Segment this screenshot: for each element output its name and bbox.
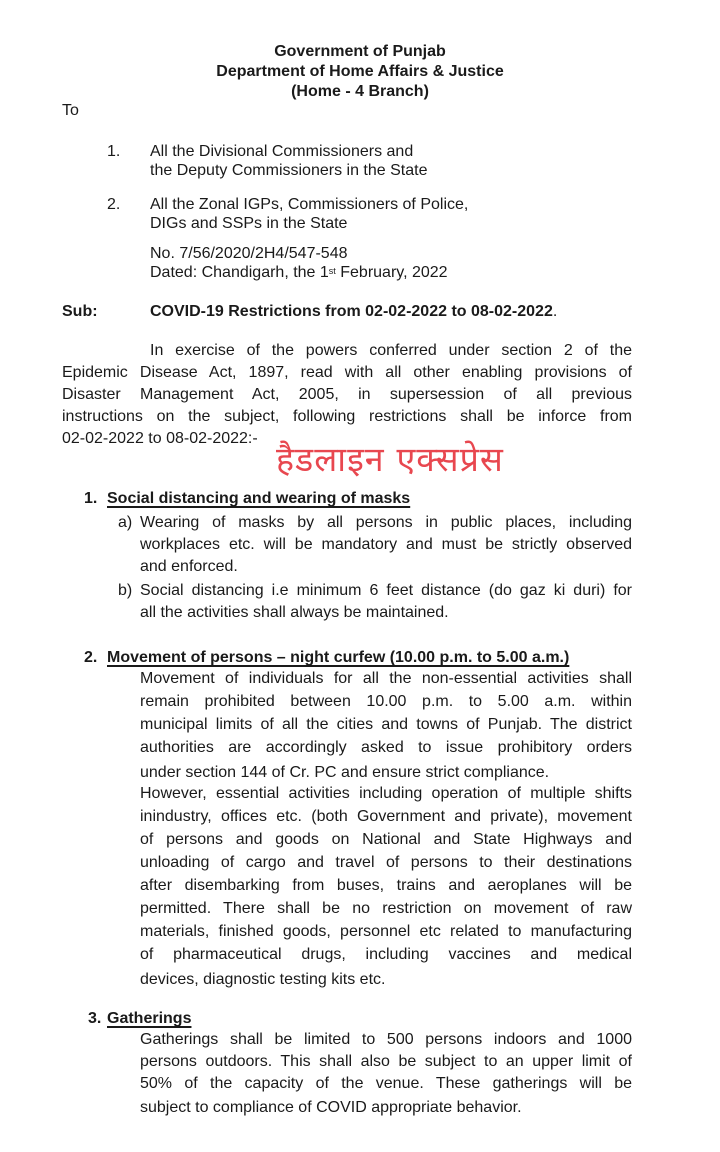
section-title-masks: Social distancing and wearing of masks [107, 490, 411, 507]
item-label: b) [118, 582, 133, 599]
intro-line: Epidemic Disease Act, 1897, read with all other enabling provisions of [62, 364, 632, 381]
body-line: devices, diagnostic testing kits etc. [140, 971, 386, 988]
body-line: persons outdoors. This shall also be subject to an upper limit of [140, 1053, 632, 1070]
section-title-curfew: Movement of persons – night curfew (10.00 p.m. to 5.00 a.m.) [107, 649, 570, 666]
reference-date [150, 262, 448, 284]
body-line: of pharmaceutical drugs, including vaccines and medical [140, 946, 632, 963]
subject-text: COVID-19 Restrictions from 02-02-2022 to 08-02-2022 [150, 303, 553, 320]
item-line: workplaces etc. will be mandatory and must be strictly observed [140, 536, 632, 553]
body-line: 50% of the capacity of the venue. These gatherings will be [140, 1075, 632, 1092]
subject-period: . [552, 303, 558, 320]
section-number: 1. [84, 490, 98, 507]
recipient-number: 2. [107, 196, 121, 213]
item-line: Wearing of masks by all persons in public places, including [140, 514, 632, 531]
org-name: Government of Punjab [274, 43, 446, 60]
body-line: remain prohibited between 10.00 p.m. to 5.00 a.m. within [140, 693, 632, 710]
branch-name: (Home - 4 Branch) [291, 83, 429, 100]
date-suffix: February, 2022 [335, 264, 448, 281]
recipient-line: All the Zonal IGPs, Commissioners of Police, [150, 196, 469, 213]
body-line: Gatherings shall be limited to 500 persons indoors and 1000 [140, 1031, 632, 1048]
section-number: 3. [88, 1010, 102, 1027]
subject [150, 301, 557, 323]
recipient-number: 1. [107, 143, 121, 160]
recipient-line: All the Divisional Commissioners and [150, 143, 414, 160]
subject-label: Sub: [62, 303, 98, 320]
reference-number: No. 7/56/2020/2H4/547-548 [150, 245, 348, 262]
body-line: after disembarking from buses, trains and aeroplanes will be [140, 877, 632, 894]
item-label: a) [118, 514, 133, 531]
section-number: 2. [84, 649, 98, 666]
body-line: inindustry, offices etc. (both Government and private), movement [140, 808, 632, 825]
body-line: permitted. There shall be no restriction on movement of raw [140, 900, 632, 917]
body-line: municipal limits of all the cities and towns of Punjab. The district [140, 716, 632, 733]
watermark: हैडलाइन एक्सप्रेस [276, 440, 504, 480]
to-label: To [62, 102, 79, 119]
item-line: all the activities shall always be maintained. [140, 604, 449, 621]
intro-line: 02-02-2022 to 08-02-2022:- [62, 430, 258, 447]
item-line: Social distancing i.e minimum 6 feet distance (do gaz ki duri) for [140, 582, 632, 599]
date-ordinal: st [328, 266, 336, 276]
body-line: authorities are accordingly asked to issue prohibitory orders [140, 739, 632, 756]
recipient-line: DIGs and SSPs in the State [150, 215, 348, 232]
body-line: Movement of individuals for all the non-essential activities shall [140, 670, 632, 687]
date-prefix: Dated: Chandigarh, the 1 [150, 264, 329, 281]
body-line: However, essential activities including operation of multiple shifts [140, 785, 632, 802]
intro-line: instructions on the subject, following restrictions shall be inforce from [62, 408, 632, 425]
recipient-line: the Deputy Commissioners in the State [150, 162, 428, 179]
item-line: and enforced. [140, 558, 238, 575]
body-line: unloading of cargo and travel of persons to their destinations [140, 854, 632, 871]
section-title-gatherings: Gatherings [107, 1010, 192, 1027]
body-line: materials, finished goods, personnel etc related to manufacturing [140, 923, 632, 940]
body-line: of persons and goods on National and State Highways and [140, 831, 632, 848]
body-line: subject to compliance of COVID appropriate behavior. [140, 1099, 522, 1116]
intro-line: In exercise of the powers conferred under section 2 of the [150, 342, 632, 359]
department-name: Department of Home Affairs & Justice [216, 63, 504, 80]
body-line: under section 144 of Cr. PC and ensure strict compliance. [140, 764, 550, 781]
intro-line: Disaster Management Act, 2005, in supersession of all previous [62, 386, 632, 403]
